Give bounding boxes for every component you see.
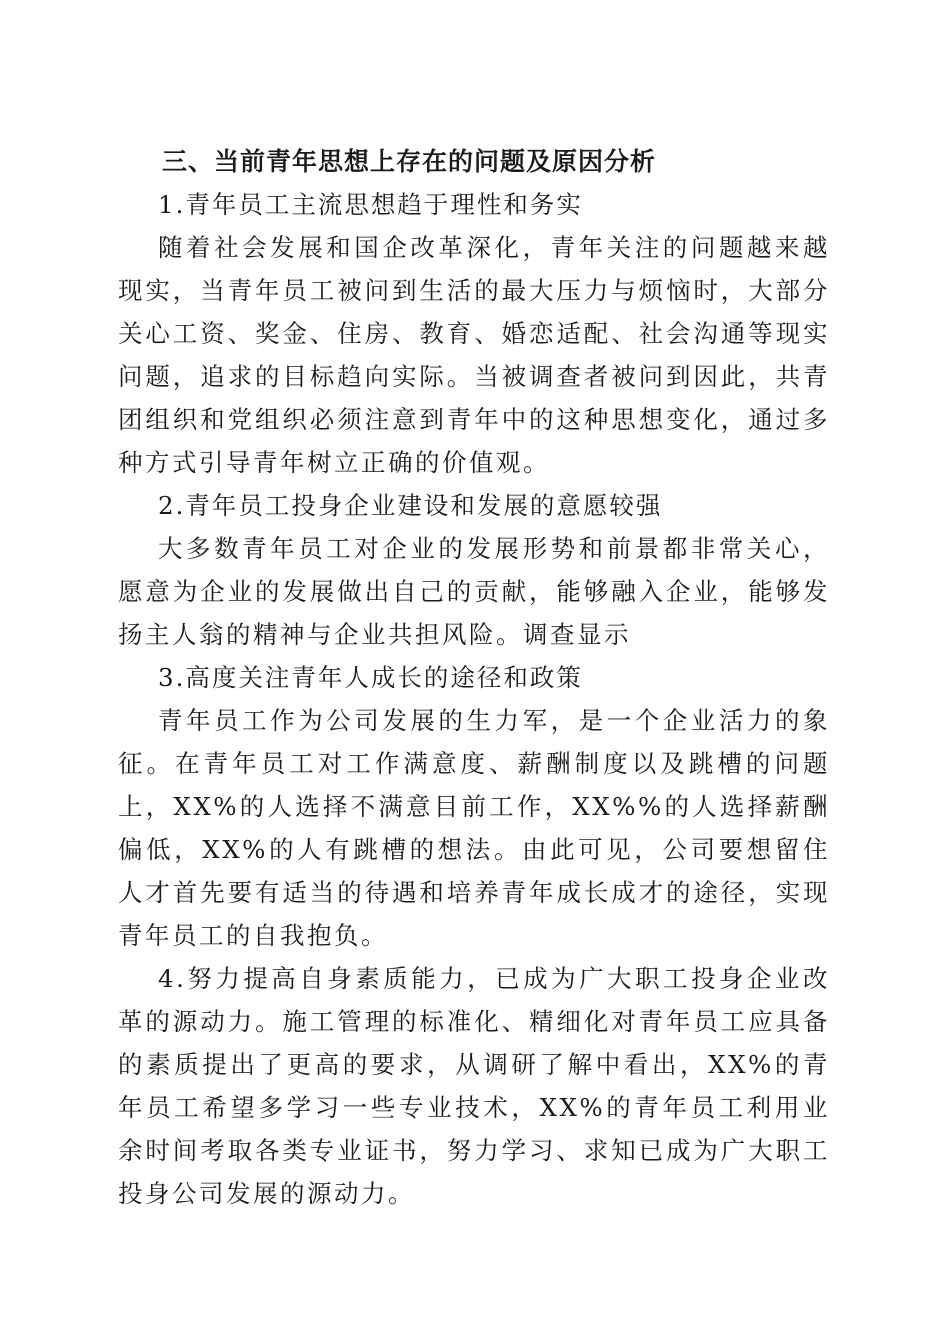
paragraph-1: 随着社会发展和国企改革深化，青年关注的问题越来越现实，当青年员工被问到生活的最大压力与烦恼时，大部分关心工资、奖金、住房、教育、婚恋适配、社会沟通等现实问题，追求的目标趋向实际。当被调查者被问到因此，共青团组织和党组织必须注意到青年中的这种思想变化，通过多种方式引导青年树立正确的价值观。 bbox=[118, 233, 830, 477]
paragraph-3: 青年员工作为公司发展的生力军，是一个企业活力的象征。在青年员工对工作满意度、薪酬制度以及跳槽的问题上，XX%的人选择不满意目前工作，XX%%的人选择薪酬偏低，XX%的人有跳槽的想法。由此可见，公司要想留住人才首先要有适当的待遇和培养青年成长成才的途径，实现青年员工的自我抱负。 bbox=[118, 706, 830, 950]
subsection-title-2: 2.青年员工投身企业建设和发展的意愿较强 bbox=[158, 491, 663, 520]
paragraph-4: 4.努力提高自身素质能力，已成为广大职工投身企业改革的源动力。施工管理的标准化、精细化对青年员工应具备的素质提出了更高的要求，从调研了解中看出，XX%的青年员工希望多学习一些专业技术，XX%的青年员工利用业余时间考取各类专业证书，努力学习、求知已成为广大职工投身公司发展的源动力。 bbox=[118, 964, 830, 1208]
section-heading: 三、当前青年思想上存在的问题及原因分析 bbox=[162, 147, 657, 176]
paragraph-2: 大多数青年员工对企业的发展形势和前景都非常关心，愿意为企业的发展做出自己的贡献，能够融入企业，能够发扬主人翁的精神与企业共担风险。调查显示 bbox=[118, 534, 830, 649]
subsection-title-1: 1.青年员工主流思想趋于理性和务实 bbox=[158, 190, 583, 219]
subsection-title-3: 3.高度关注青年人成长的途径和政策 bbox=[158, 663, 583, 692]
document-content bbox=[118, 140, 830, 1215]
